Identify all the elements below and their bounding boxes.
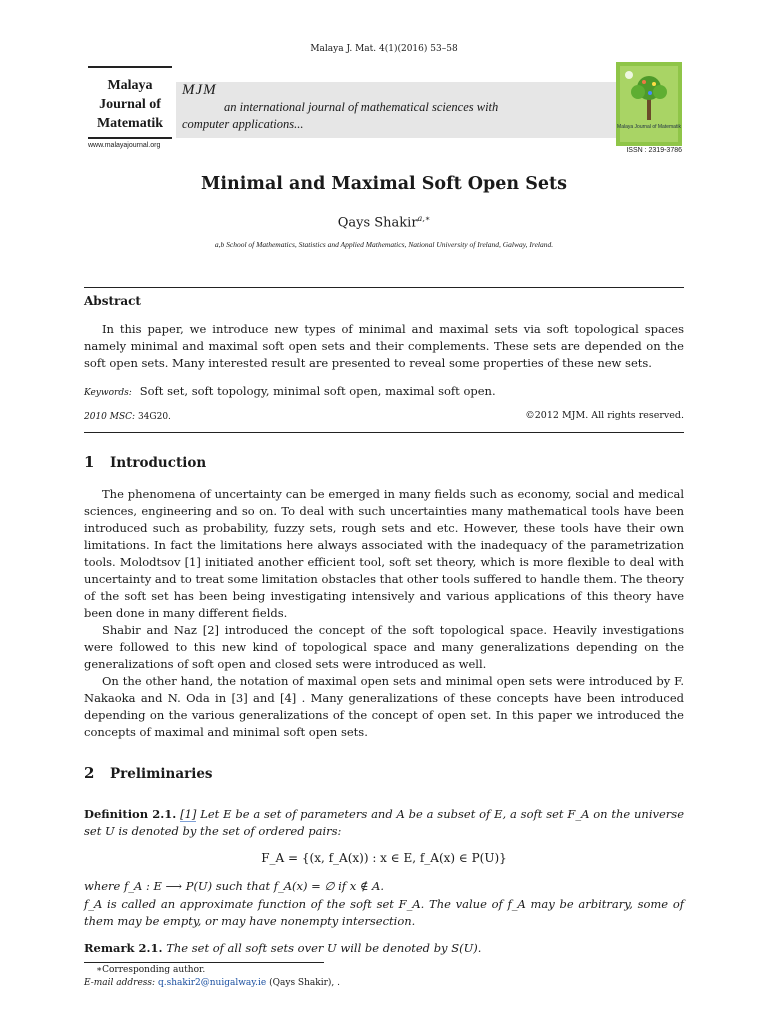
tree-icon <box>620 66 678 126</box>
definition-text: Let E be a set of parameters and A be a subset of E, a soft set F_A on the universe set U is denoted by the set of ordered pairs: <box>84 807 685 838</box>
footnote-email <box>84 978 340 988</box>
section-2-title: Preliminaries <box>110 766 213 782</box>
msc-label: 2010 MSC: <box>84 412 136 422</box>
journal-logo <box>88 76 172 133</box>
journal-tagline-2: computer applications... <box>182 117 304 131</box>
header-rule-bottom <box>88 137 172 139</box>
author-superscript: a,∗ <box>417 214 431 223</box>
footnote-corresponding: ∗Corresponding author. <box>96 965 206 975</box>
journal-abbrev: MJM <box>182 82 217 98</box>
abstract-heading: Abstract <box>84 294 141 308</box>
journal-name-line-2: Journal of <box>99 97 161 112</box>
where-text: where f_A : E ⟶ P(U) such that f_A(x) = ∅ if x ∉ A. <box>84 879 384 893</box>
abstract-rule-bottom <box>84 432 684 433</box>
footnote-rule <box>84 962 324 963</box>
remark-text: The set of all soft sets over U will be denoted by S(U). <box>166 941 482 955</box>
email-link[interactable]: q.shakir2@nuigalway.ie <box>157 978 267 988</box>
section-1-title: Introduction <box>110 455 207 471</box>
keywords <box>84 384 684 398</box>
approx-text: f_A is called an approximate function of the soft set F_A. The value of f_A may be arbitrary, some of them may be empty, or may have nonempty intersection. <box>84 897 684 928</box>
running-header: Malaya J. Mat. 4(1)(2016) 53–58 <box>310 44 458 54</box>
intro-paragraph-3: On the other hand, the notation of maximal open sets and minimal open sets were introduced by F. Nakaoka and N. Oda in [3] and [4] . Many generalizations of these concepts have been introduced depending on the various generalizations of the concept of open set. In this paper we introduced the concepts of maximal and minimal soft open sets. <box>84 674 684 739</box>
citation-link-1[interactable]: [1] <box>180 807 197 821</box>
msc <box>84 412 171 422</box>
cover-title: Malaya Journal of Matematik <box>617 124 681 130</box>
author-name: Qays Shakir <box>337 215 418 231</box>
introduction-body <box>84 486 684 741</box>
definition-label: Definition 2.1. <box>84 807 177 821</box>
keywords-label: Keywords: <box>84 388 132 398</box>
email-suffix: (Qays Shakir), . <box>269 978 340 988</box>
abstract-text <box>84 321 684 372</box>
paper-title: Minimal and Maximal Soft Open Sets <box>201 174 567 194</box>
affiliation: a,b School of Mathematics, Statistics and Applied Mathematics, National University of Ireland, Galway, Ireland. <box>214 240 554 249</box>
definition-2-1 <box>84 806 684 840</box>
issn: ISSN : 2319-3786 <box>626 147 682 154</box>
abstract-rule-top <box>84 287 684 288</box>
journal-name-line-3: Matematik <box>96 116 164 131</box>
approximate-function-text <box>84 896 684 930</box>
section-1-heading <box>84 453 206 471</box>
journal-tagline-1: an international journal of mathematical sciences with <box>224 100 499 114</box>
journal-name-line-1: Malaya <box>107 78 153 93</box>
intro-paragraph-1: The phenomena of uncertainty can be emerged in many fields such as economy, social and medical sciences, engineering and so on. To deal with such uncertainties many mathematical tools have been introduced such as probability, fuzzy sets, rough sets and etc. However, these tools have their own limitations. In fact the limitations here always associated with the inadequacy of the parametrization tools. Molodtsov [1] initiated another efficient tool, soft set theory, which is more flexible to deal with uncertainty and to treat some limitation obstacles that other tools suffered to handle them. The theory of the soft set has been being investigating intensively and various applications of this theory have been done in many different fields. <box>84 487 684 620</box>
journal-cover-image <box>616 62 682 146</box>
keywords-text: Soft set, soft topology, minimal soft open, maximal soft open. <box>139 384 496 398</box>
remark-2-1 <box>84 940 684 957</box>
section-2-heading <box>84 764 213 782</box>
definition-where <box>84 878 684 895</box>
paper-author <box>0 214 768 230</box>
cover-panel <box>620 66 678 142</box>
journal-website[interactable]: www.malayajournal.org <box>88 142 161 149</box>
msc-code: 34G20. <box>137 412 171 422</box>
email-label: E-mail address: <box>84 978 156 988</box>
remark-label: Remark 2.1. <box>84 941 163 955</box>
copyright: ©2012 MJM. All rights reserved. <box>525 410 684 421</box>
intro-paragraph-2: Shabir and Naz [2] introduced the concept of the soft topological space. Heavily investigations were followed to this new kind of topological space and many generalizations depending on the generalizations of soft open and closed sets were introduced as well. <box>84 623 684 671</box>
header-rule-top <box>88 66 172 68</box>
soft-set-formula: F_A = {(x, f_A(x)) : x ∈ E, f_A(x) ∈ P(U)} <box>261 851 507 865</box>
abstract-body: In this paper, we introduce new types of minimal and maximal sets via soft topological spaces namely minimal and maximal soft open sets and their complements. These sets are depended on the soft open sets. Many interested result are presented to reveal some properties of these new sets. <box>84 322 684 370</box>
section-2-number: 2 <box>84 764 95 782</box>
section-1-number: 1 <box>84 453 95 471</box>
